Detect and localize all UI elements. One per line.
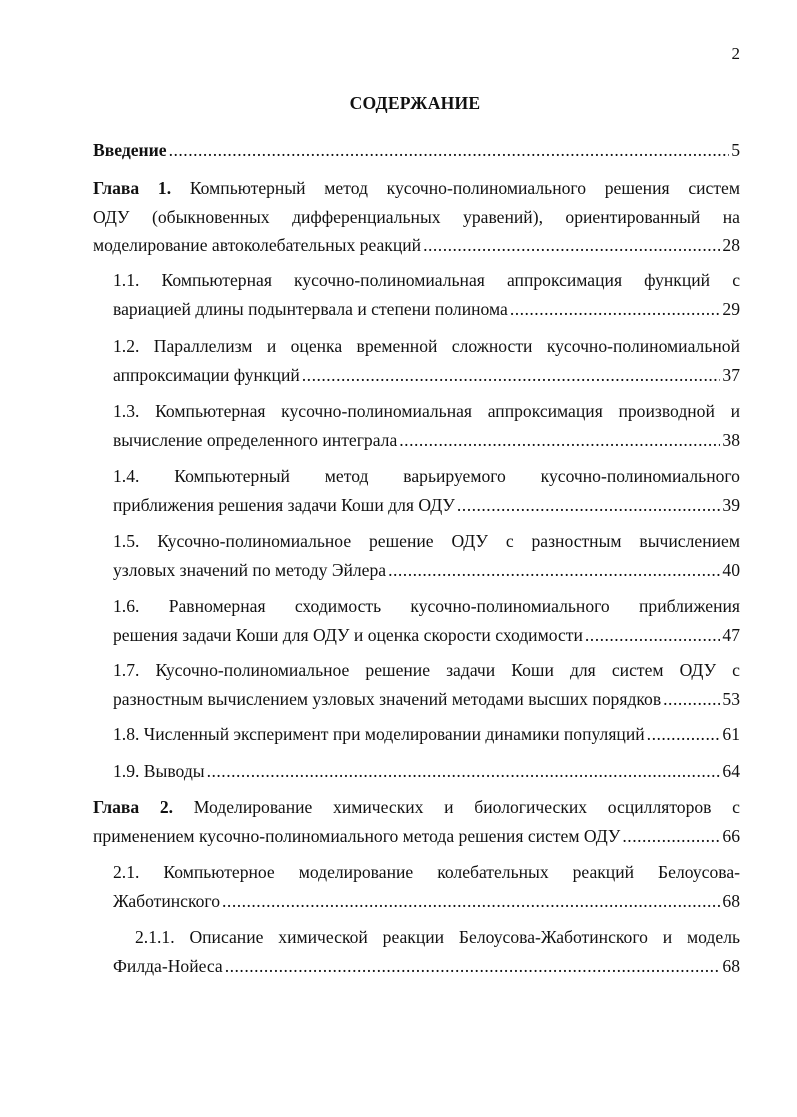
toc-entry-text: Компьютерное моделирование колебательных реакций Белоусова- [163,862,740,882]
toc-page-number: 68 [722,890,740,911]
toc-page-number: 37 [722,364,740,385]
toc-leader-dots [585,621,721,650]
toc-entry-number: 1.3. [113,401,140,421]
toc-entry-number: 1.6. [113,596,140,616]
toc-page-number: 38 [722,429,740,450]
toc-leader-dots [222,887,720,916]
toc-leader-dots [302,361,721,390]
toc-page-number: 66 [722,825,740,846]
page-number: 2 [731,44,740,63]
page-title: СОДЕРЖАНИЕ [349,93,481,113]
toc-entry-text: Компьютерный метод варьируемого кусочно-полиномиального [174,466,740,486]
toc-entry-line [113,397,740,426]
toc-entry-section-1-9[interactable] [113,757,740,786]
toc-entry-text: Кусочно-полиномиальное решение ОДУ с разностным вычислением [157,531,740,551]
toc-page-number: 47 [722,624,740,645]
toc-entry-line [113,656,740,685]
toc-entry-line [93,174,740,203]
toc-entry-number: 2.1.1. [135,927,175,947]
toc-leader-dots [622,822,720,851]
toc-entry-text: Компьютерная кусочно-полиномиальная аппроксимация функций с [161,270,741,290]
toc-entry-text: Равномерная сходимость кусочно-полиномиального приближения [168,596,741,616]
toc-leader-dots [388,556,720,585]
toc-entry-section-1-1[interactable] [113,266,740,323]
toc-entry-text: аппроксимации функций [113,364,300,385]
toc-entry-section-1-8[interactable] [113,720,740,749]
toc-entry-line [113,462,740,491]
toc-entry-text: Компьютерная кусочно-полиномиальная аппроксимация производной и [155,401,740,421]
toc-leader-dots [663,685,720,714]
toc-page-number: 28 [722,235,740,255]
toc-leader-dots [647,720,721,749]
toc-leader-dots [225,952,721,981]
toc-page-number: 5 [731,140,740,160]
toc-entry-text: приближения решения задачи Коши для ОДУ [113,494,455,515]
toc-entry-line [113,858,740,887]
toc-entry-chapter-2[interactable] [93,793,740,850]
toc-entry-text: разностным вычислением узловых значений методами высших порядков [113,688,662,709]
toc-page-number: 61 [722,724,740,744]
toc-entry-text: моделирование автоколебательных реакций [93,235,422,255]
toc-entry-text: Параллелизм и оценка временной сложности кусочно-полиномиальной [153,336,740,356]
toc-leader-dots [457,491,721,520]
toc-entry-line [93,793,740,822]
toc-entry-text: узловых значений по методу Эйлера [113,559,387,580]
toc-page-number: 29 [722,298,740,319]
toc-entry-number: 1.1. [113,270,140,290]
toc-entry-section-1-4[interactable] [113,462,740,519]
toc-entry-text: применением кусочно-полиномиального метода решения систем ОДУ [93,825,621,846]
toc-page-number: 39 [722,494,740,515]
toc-page-number: 68 [722,955,740,976]
toc-entry-section-1-7[interactable] [113,656,740,713]
toc-entry-subsection-2-1-1[interactable] [113,923,740,980]
toc-entry-text: Моделирование химических и биологических осцилляторов с [193,797,740,817]
toc-entry-number: 1.7. [113,660,140,680]
toc-entry-chapter-1[interactable] [93,174,740,260]
toc-leader-dots [399,426,720,455]
toc-entry-text: вычисление определенного интеграла [113,429,398,450]
toc-entry-text: Выводы [143,761,205,781]
toc-entry-text: Кусочно-полиномиальное решение задачи Коши для систем ОДУ с [155,660,740,680]
toc-entry-line [113,923,740,952]
toc-page-number: 40 [722,559,740,580]
toc-entry-line [93,203,740,232]
toc-entry-section-2-1[interactable] [113,858,740,915]
toc-entry-number: Глава 2. [93,797,174,817]
toc-entry-number: 1.4. [113,466,140,486]
toc-entry-text: Филда-Нойеса [113,955,223,976]
toc-entry-line [113,592,740,621]
toc-entry-number: 1.9. [113,761,140,781]
toc-entry-line [113,332,740,361]
toc-entry-number: 1.5. [113,531,140,551]
toc-entry-text: Описание химической реакции Белоусова-Жаботинского и модель [189,927,740,947]
toc-entry-introduction[interactable] [93,136,740,165]
toc-entry-section-1-5[interactable] [113,527,740,584]
toc-entry-section-1-3[interactable] [113,397,740,454]
toc-entry-section-1-6[interactable] [113,592,740,649]
toc-leader-dots [207,757,721,786]
toc-entry-number: 1.8. [113,724,140,744]
toc-page-number: 53 [722,688,740,709]
toc-entry-line [113,266,740,295]
toc-page-number: 64 [722,761,740,781]
toc-entry-text: вариацией длины подынтервала и степени полинома [113,298,508,319]
toc-entry-number: 2.1. [113,862,140,882]
toc-entry-text: Компьютерный метод кусочно-полиномиального решения систем [189,178,740,198]
toc-entry-text: Жаботинского [113,890,221,911]
toc-leader-dots [169,136,730,165]
toc-entry-title: Введение [93,140,167,160]
toc-entry-number: 1.2. [113,336,140,356]
toc-entry-line [113,527,740,556]
toc-entry-section-1-2[interactable] [113,332,740,389]
toc-entry-text: решения задачи Коши для ОДУ и оценка скорости сходимости [113,624,583,645]
toc-leader-dots [423,231,720,260]
toc-entry-text: Численный эксперимент при моделировании динамики популяций [143,724,645,744]
toc-entry-number: Глава 1. [93,178,172,198]
toc-entry-text: ОДУ (обыкновенных дифференциальных уравений), ориентированный на [93,206,740,227]
toc-leader-dots [510,295,721,324]
